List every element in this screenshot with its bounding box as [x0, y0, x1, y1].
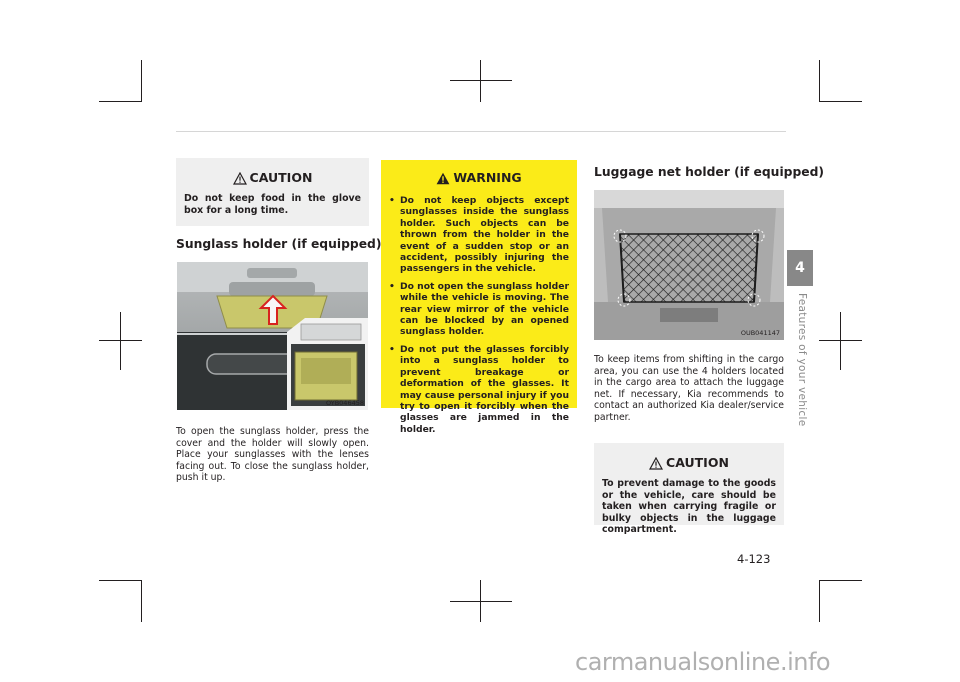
- sunglass-holder-figure: [177, 262, 368, 410]
- warning-title: WARNING: [453, 170, 522, 185]
- header-rule: [176, 131, 786, 132]
- figure-code: OYB046458: [325, 399, 364, 407]
- caution-text: To prevent damage to the goods or the vehicle, care should be taken when carrying fragile or bulky objects in the luggage compartment.: [602, 478, 776, 535]
- caution-text: Do not keep food in the glove box for a long time.: [184, 193, 361, 216]
- sunglass-holder-heading: Sunglass holder (if equipped): [176, 237, 382, 251]
- luggage-net-heading: Luggage net holder (if equipped): [594, 165, 825, 179]
- warning-triangle-icon: [436, 172, 450, 185]
- warning-header: [389, 170, 569, 185]
- warning-item: • Do not keep objects except sunglasses inside the sunglass holder. Such objects can be thrown from the holder in the event of a sudden stop or an accident, possibly injuring the passengers in the vehicle.: [389, 195, 569, 275]
- warning-list: [389, 195, 569, 435]
- luggage-net-illustration: [594, 190, 784, 340]
- chapter-title: Features of your vehicle: [796, 293, 808, 427]
- caution-header: [184, 170, 361, 185]
- figure-code: OUB041147: [740, 329, 780, 337]
- warning-box: [381, 160, 577, 435]
- caution-header: [602, 455, 776, 470]
- caution-triangle-icon: [233, 172, 247, 185]
- watermark: carmanualsonline.info: [575, 648, 831, 676]
- warning-item: • Do not put the glasses forcibly into a sunglass holder to prevent breakage or deformation of the glasses. It may cause personal injury if you try to open it forcibly when the glasses are jammed in the holder.: [389, 343, 569, 435]
- sunglass-holder-paragraph: To open the sunglass holder, press the cover and the holder will slowly open. Place your sunglasses with the lenses facing out. To close the sunglass holder, push it up.: [176, 426, 369, 484]
- caution-triangle-icon: [649, 457, 663, 470]
- caution-title: CAUTION: [249, 170, 313, 185]
- page-number: 4-123: [737, 552, 771, 566]
- caution-box-luggage: [594, 443, 784, 535]
- luggage-net-paragraph: To keep items from shifting in the cargo area, you can use the 4 holders located in the cargo area to attach the luggage net. If necessary, Kia recommends to contact an authorized Kia dealer/service partner.: [594, 354, 784, 423]
- chapter-tab: 4: [787, 250, 813, 286]
- sunglass-holder-illustration: [177, 262, 368, 410]
- caution-title: CAUTION: [666, 455, 729, 470]
- warning-item: • Do not open the sunglass holder while the vehicle is moving. The rear view mirror of the vehicle can be blocked by an opened sunglass holder.: [389, 280, 569, 338]
- caution-box-glove: [176, 158, 369, 226]
- luggage-net-figure: [594, 190, 784, 340]
